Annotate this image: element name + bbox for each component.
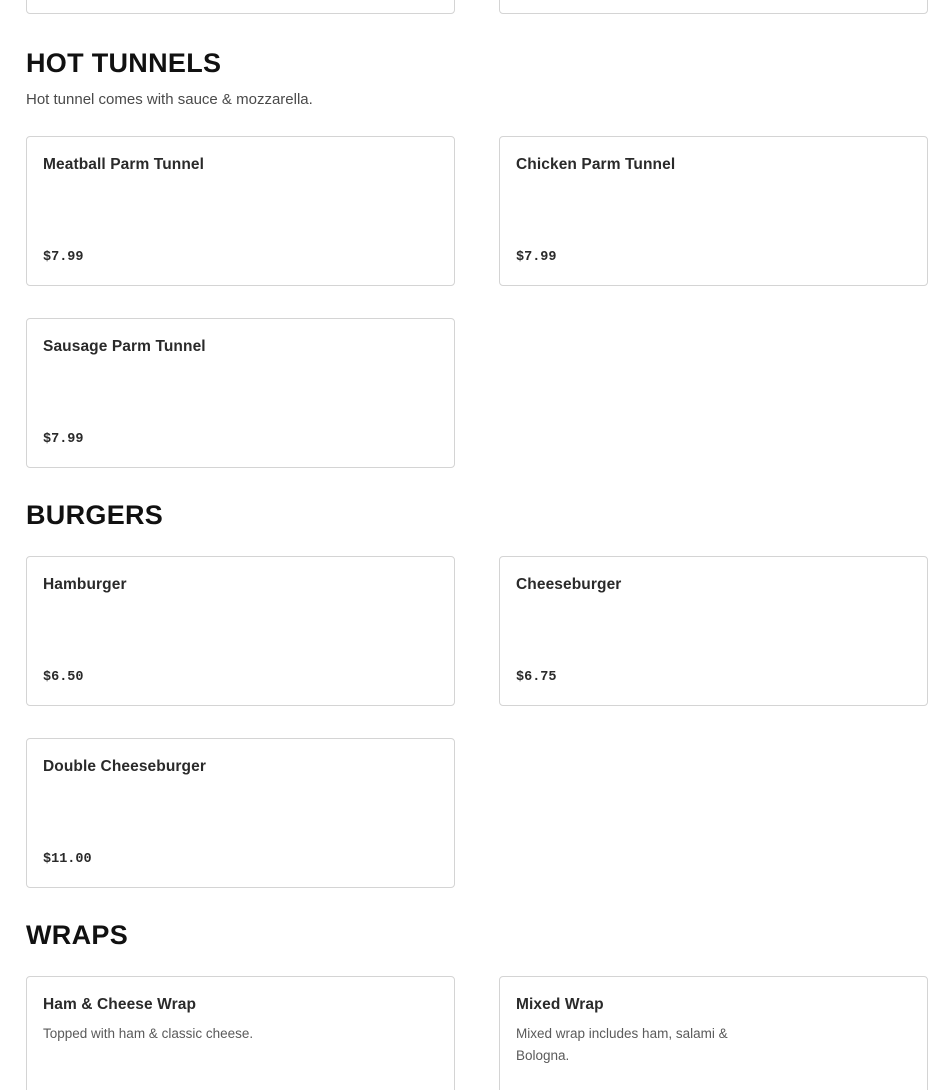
menu-item-card[interactable] bbox=[26, 318, 455, 468]
item-name: Ham & Cheese Wrap bbox=[43, 996, 197, 1013]
item-price: $7.99 bbox=[516, 250, 557, 265]
menu-item-card[interactable] bbox=[499, 136, 928, 286]
item-name: Double Cheeseburger bbox=[43, 758, 206, 775]
menu-item-card[interactable] bbox=[499, 976, 928, 1090]
item-price: $6.50 bbox=[43, 670, 84, 685]
item-name: Mixed Wrap bbox=[516, 996, 604, 1013]
item-name: Meatball Parm Tunnel bbox=[43, 156, 205, 173]
item-name: Cheeseburger bbox=[516, 576, 622, 593]
item-price: $7.99 bbox=[43, 250, 84, 265]
menu-item-card[interactable] bbox=[26, 556, 455, 706]
menu-item-card[interactable] bbox=[26, 136, 455, 286]
section-title-burgers: BURGERS bbox=[26, 500, 164, 530]
section-title-wraps: WRAPS bbox=[26, 920, 128, 950]
item-description: Topped with ham & classic cheese. bbox=[43, 1026, 254, 1041]
menu-item-card[interactable] bbox=[26, 976, 455, 1090]
menu-item-card[interactable] bbox=[499, 0, 928, 14]
item-price: $11.00 bbox=[43, 852, 92, 867]
item-name: Chicken Parm Tunnel bbox=[516, 156, 676, 173]
item-description: Mixed wrap includes ham, salami & Bologna. bbox=[516, 1026, 728, 1063]
item-name: Sausage Parm Tunnel bbox=[43, 338, 206, 355]
item-price: $6.75 bbox=[516, 670, 557, 685]
item-name: Hamburger bbox=[43, 576, 127, 593]
section-description-hot-tunnels: Hot tunnel comes with sauce & mozzarella. bbox=[26, 91, 313, 108]
menu-item-card[interactable] bbox=[499, 556, 928, 706]
section-title-hot-tunnels: HOT TUNNELS bbox=[26, 48, 222, 78]
item-price: $7.99 bbox=[43, 432, 84, 447]
menu-item-card[interactable] bbox=[26, 738, 455, 888]
menu-item-card[interactable] bbox=[26, 0, 455, 14]
